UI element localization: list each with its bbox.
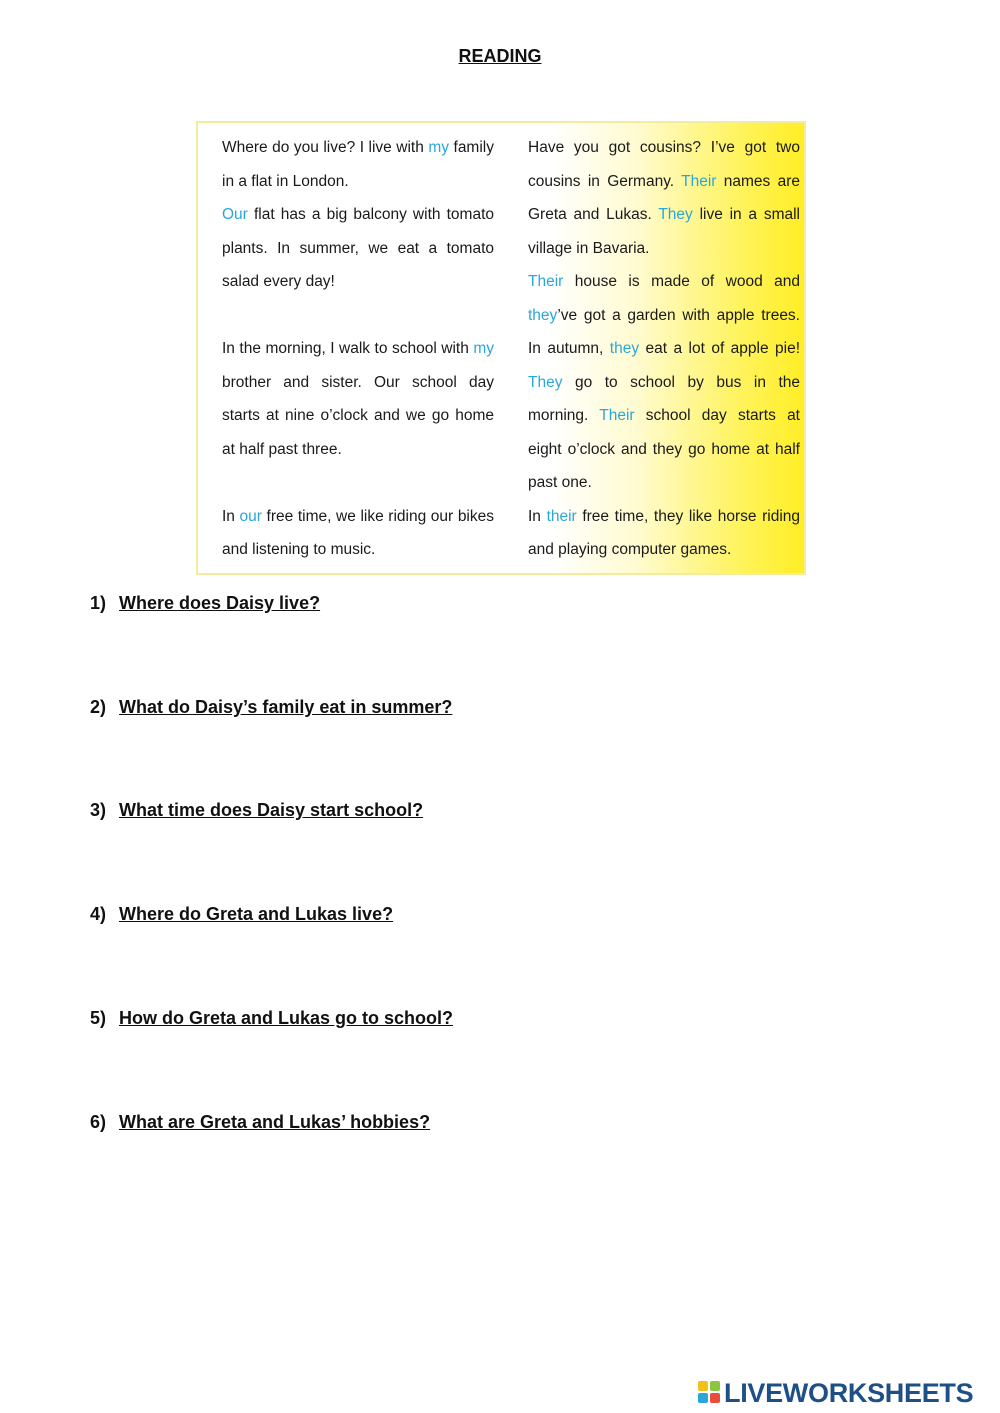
question-number: 4) [90, 904, 107, 924]
question-number: 5) [90, 1008, 107, 1028]
question-text: How do Greta and Lukas go to school? [119, 1008, 454, 1028]
reading-text: names are Greta and Lukas. [528, 172, 800, 223]
question-2 [90, 697, 452, 718]
question-number: 2) [90, 697, 107, 717]
highlighted-possessive: they [609, 340, 640, 357]
highlighted-possessive: my [473, 340, 494, 357]
reading-text: house is made of wood and [563, 273, 800, 290]
reading-paragraph [222, 198, 494, 299]
paragraph-gap [222, 466, 494, 500]
reading-text: go to school by bus in the morning. [528, 373, 800, 424]
reading-paragraph [222, 332, 494, 466]
reading-paragraph [222, 500, 494, 567]
liveworksheets-logo[interactable] [698, 1378, 973, 1408]
reading-text: eat a lot of apple pie! [639, 340, 801, 357]
reading-text: free time, they like horse riding and playing computer games. [528, 507, 801, 558]
question-number: 1) [90, 593, 107, 613]
reading-text-box [196, 121, 806, 575]
question-text: Where does Daisy live? [119, 593, 321, 613]
question-6 [90, 1112, 430, 1133]
highlighted-possessive: They [528, 373, 563, 391]
question-number: 6) [90, 1112, 107, 1132]
highlighted-possessive: They [658, 206, 693, 223]
paragraph-gap [222, 299, 494, 333]
highlighted-possessive: they [528, 306, 558, 324]
reading-column-right [528, 131, 800, 567]
highlighted-possessive: Their [528, 273, 564, 290]
reading-text: In [528, 507, 547, 525]
highlighted-possessive: Our [222, 206, 248, 223]
reading-text: Where do you live? I live with [222, 139, 429, 156]
question-text: Where do Greta and Lukas live? [119, 904, 394, 924]
question-text: What are Greta and Lukas’ hobbies? [119, 1112, 431, 1132]
reading-text: free time, we like riding our bikes and listening to music. [222, 507, 494, 558]
reading-text: family in a flat in London. [222, 139, 494, 190]
reading-text: ’ve got a garden with apple trees. In autumn, [528, 306, 800, 357]
reading-text: In the morning, I walk to school with [222, 340, 474, 357]
highlighted-possessive: Their [599, 407, 635, 424]
logo-text: LIVEWORKSHEETS [724, 1377, 974, 1408]
reading-column-left [222, 131, 494, 567]
highlighted-possessive: our [239, 507, 262, 525]
reading-text: In [222, 507, 240, 525]
question-1 [90, 593, 320, 614]
reading-text: Have you got cousins? I’ve got two cousins in Germany. [528, 139, 800, 190]
reading-text: school day starts at eight o’clock and they go home at half past one. [528, 407, 800, 491]
liveworksheets-logo-icon [698, 1381, 722, 1405]
question-number: 3) [90, 800, 107, 820]
highlighted-possessive: Their [681, 172, 717, 190]
highlighted-possessive: my [428, 139, 450, 156]
reading-text: live in a small village in Bavaria. [528, 206, 800, 257]
question-3 [90, 800, 423, 821]
page-title: READING [458, 46, 542, 66]
reading-paragraph [528, 265, 800, 500]
highlighted-possessive: their [546, 507, 577, 525]
reading-text: flat has a big balcony with tomato plants. In summer, we eat a tomato salad every day! [222, 206, 494, 290]
reading-paragraph [528, 500, 800, 567]
reading-text: brother and sister. Our school day starts at nine o’clock and we go home at half past three. [222, 373, 494, 458]
reading-paragraph [222, 131, 494, 198]
question-4 [90, 904, 393, 925]
reading-paragraph [528, 131, 800, 265]
question-text: What time does Daisy start school? [119, 800, 424, 820]
question-text: What do Daisy’s family eat in summer? [119, 697, 453, 717]
question-5 [90, 1008, 453, 1029]
